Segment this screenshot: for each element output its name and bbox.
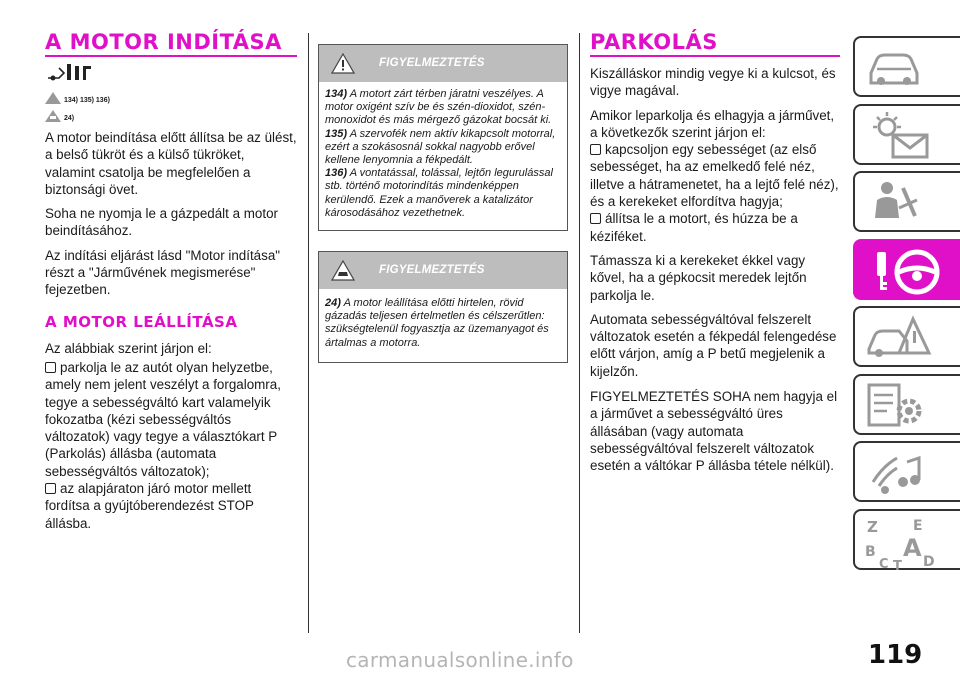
warning-note: 135) A szervofék nem aktív kikapcsolt motorral, ezért a szokásosnál sokkal nagyobb erővel kellene lenyomnia a fékpedált.: [325, 127, 556, 167]
column-middle: [318, 0, 568, 363]
seat-safety-icon: [863, 178, 923, 228]
caution-box: [318, 251, 568, 363]
caution-reference-row: [45, 110, 297, 122]
tab-index[interactable]: [853, 509, 960, 570]
index-letter: Z: [867, 517, 878, 536]
ignition-key-icon: [45, 62, 297, 89]
page-number: 119: [868, 640, 923, 670]
tab-safety[interactable]: [853, 171, 960, 232]
list-item: parkolja le az autót olyan helyzetbe, amely nem jelent veszélyt a forgalomra, tegye a sebességváltó kart valamelyik fokozatba (kézi sebességváltós változatok) vagy tegye a választókart P (Parkolás) állásba (automata sebességváltós változatok);: [45, 359, 281, 479]
index-letter: E: [913, 517, 923, 534]
section-title-engine-stop: A MOTOR LEÁLLÍTÁSA: [45, 312, 238, 331]
column-divider-right: [579, 33, 580, 633]
paragraph: Soha ne nyomja le a gázpedált a motor beindításához.: [45, 206, 278, 239]
paragraph: Automata sebességváltóval felszerelt változatok esetén a fékpedál felengedése előtt várjon, amíg a P betű megjelenik a kijelzőn.: [590, 311, 837, 379]
checkbox-bullet-icon: [45, 483, 56, 494]
paragraph: Támassza ki a kerekeket ékkel vagy kővel, ha a gépkocsit meredek lejtőn parkolja le.: [590, 252, 807, 303]
index-letter: B: [865, 543, 876, 560]
section-title-engine-start: A MOTOR INDÍTÁSA: [45, 30, 282, 54]
paragraph: A motor beindítása előtt állítsa be az ülést, a belső tükröt és a külső tükröket, valamint csatolja be megfelelően a biztonsági övet.: [45, 130, 297, 197]
index-letter: D: [923, 553, 935, 570]
warning-note: 134) A motort zárt térben járatni veszélyes. A motor oxigént szív be és szén-dioxidot, szén-monoxidot és más mérgező gázokat bocsát ki.: [325, 88, 552, 127]
column-divider-left: [308, 33, 309, 633]
list-item: az alapjáraton járó motor mellett fordítsa a gyújtóberendezést STOP állásba.: [45, 481, 254, 531]
checkbox-bullet-icon: [45, 362, 56, 373]
caution-body: [319, 289, 567, 362]
warning-reference-row: [45, 92, 297, 104]
watermark: carmanualsonline.info: [346, 648, 574, 672]
emergency-car-icon: [863, 313, 933, 363]
tab-maintenance[interactable]: [853, 374, 960, 435]
maintenance-gear-icon: [863, 381, 933, 431]
warning-body: [319, 82, 567, 230]
checkbox-bullet-icon: [590, 213, 601, 224]
car-icon: [863, 43, 923, 91]
title-underline: [590, 55, 840, 57]
warning-title: FIGYELMEZTETÉS: [379, 57, 485, 69]
paragraph: Az alábbiak szerint járjon el:: [45, 340, 212, 356]
title-underline: [45, 55, 297, 57]
warning-triangle-icon: [331, 53, 355, 74]
warning-light-envelope-icon: [863, 111, 933, 161]
caution-title: FIGYELMEZTETÉS: [379, 264, 485, 277]
column-left: [45, 0, 297, 532]
chapter-tabs: [853, 36, 960, 576]
tab-getting-to-know-car[interactable]: [853, 36, 960, 97]
caution-note: 24) A motor leállítása előtti hirtelen, rövid gázadás teljesen értelmetlen és célszerűtlen: szükségtelenül fogyasztja az üzemanyagot és ártalmas a motorra.: [325, 297, 549, 349]
warning-refs: 134) 135) 136): [64, 97, 110, 104]
index-letter: C: [879, 556, 889, 572]
warning-box: [318, 44, 568, 231]
warning-header: [319, 45, 567, 82]
warning-triangle-icon: [45, 92, 61, 104]
list-item: állítsa le a motort, és húzza be a kéziféket.: [590, 211, 798, 244]
multimedia-icon: [863, 448, 933, 498]
paragraph: Az indítási eljárást lásd "Motor indítása" részt a "Járművének megismerése" fejezetben.: [45, 247, 281, 298]
tab-emergency[interactable]: [853, 306, 960, 367]
car-caution-icon: [331, 260, 355, 281]
key-steering-wheel-icon: [863, 246, 943, 298]
tab-multimedia[interactable]: [853, 441, 960, 502]
warning-note: 136) A vontatással, tolással, lejtőn legurulással stb. történő motorindítás mindenképpen kerülendő. Ezek a manőverek a katalizátor károsodásához vezethetnek.: [325, 167, 553, 219]
index-letter: T: [893, 558, 902, 572]
section-title-parking: PARKOLÁS: [590, 30, 718, 54]
tab-starting-driving[interactable]: [853, 239, 960, 300]
car-caution-icon: [45, 110, 61, 122]
list-item: kapcsoljon egy sebességet (az első sebességet, ha az emelkedő felé néz, illetve a hátramenetet, ha a lejtő felé néz), és a kerekeket elfordítva hagyja;: [590, 142, 839, 210]
checkbox-bullet-icon: [590, 144, 601, 155]
tab-dashboard-lights[interactable]: [853, 104, 960, 165]
caution-refs: 24): [64, 115, 75, 122]
index-letter: A: [903, 533, 922, 562]
paragraph: FIGYELMEZTETÉS SOHA nem hagyja el a járművet a sebességváltó üres állásában (vagy automata sebességváltóval felszerelt változatok esetén a váltókar P állásba tétele nélkül).: [590, 389, 838, 474]
alphabet-index-icon: [863, 516, 943, 572]
column-right: [590, 0, 840, 475]
paragraph: Amikor leparkolja és elhagyja a járművet, a következők szerint járjon el:: [590, 107, 835, 140]
paragraph: Kiszálláskor mindig vegye ki a kulcsot, és vigye magával.: [590, 66, 836, 99]
caution-header: [319, 252, 567, 289]
